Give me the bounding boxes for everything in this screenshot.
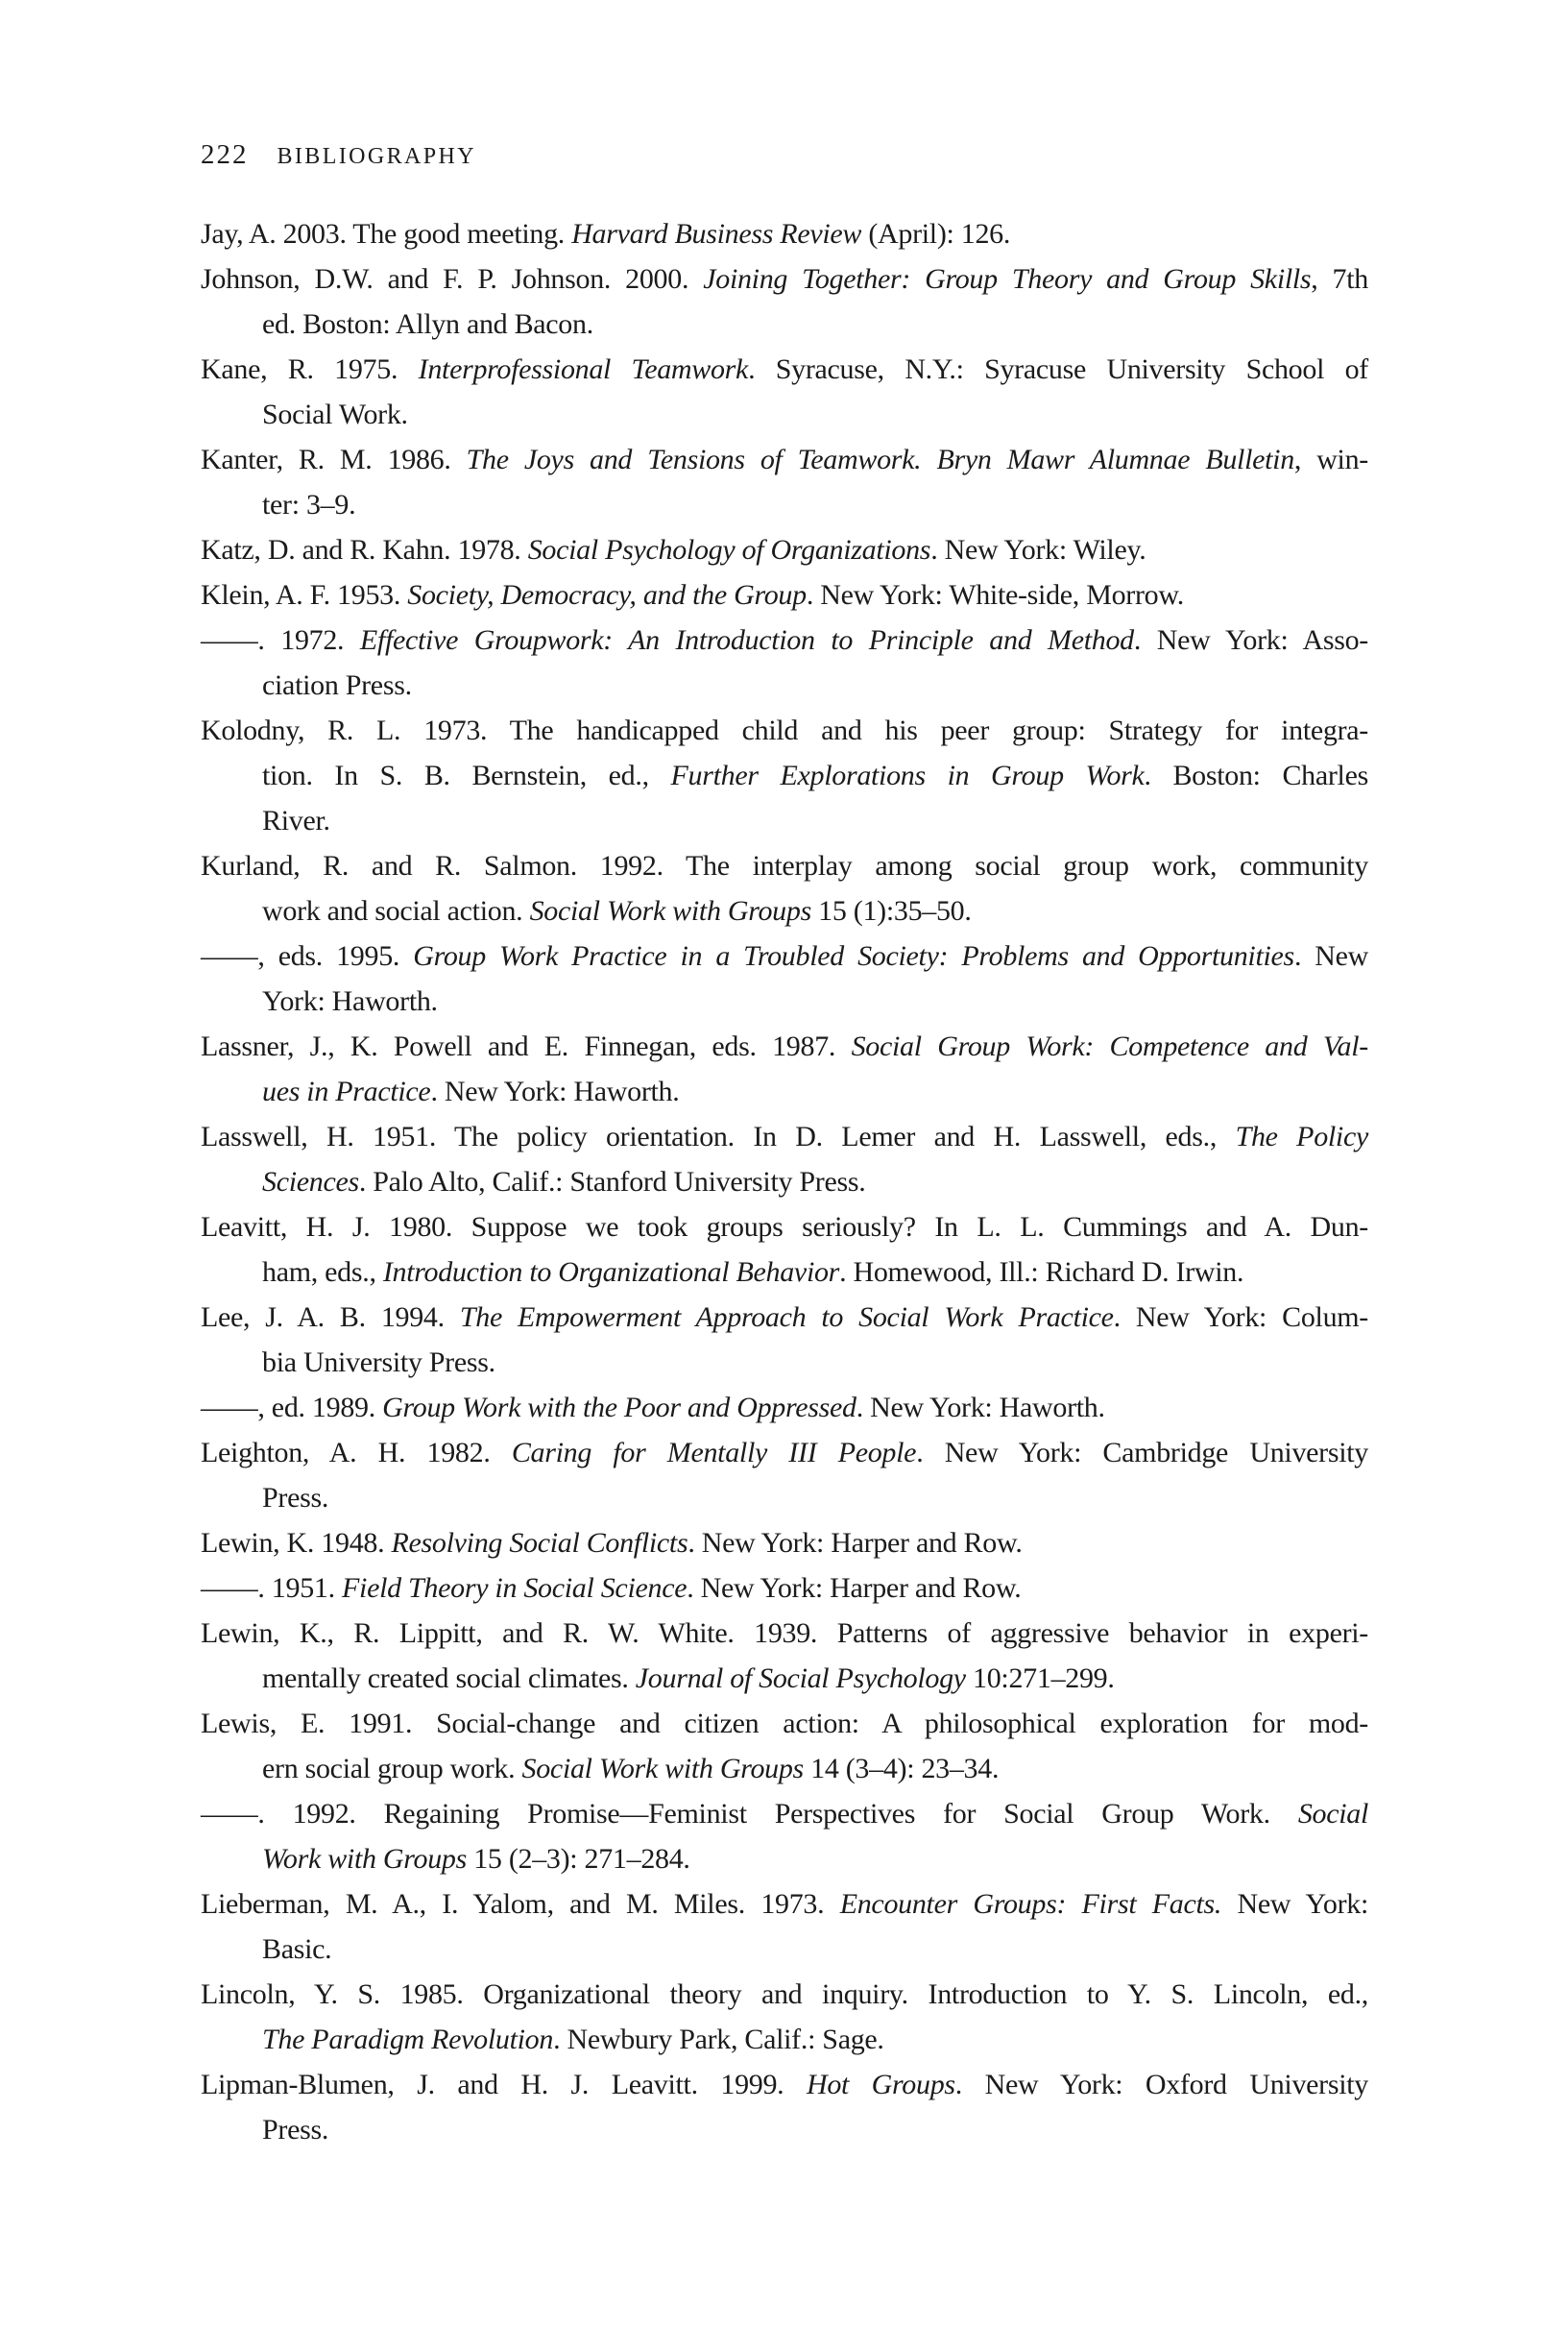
bib-entry bbox=[201, 1114, 1368, 1204]
bib-entry bbox=[201, 572, 1368, 618]
bib-line bbox=[201, 437, 1368, 482]
italic-title: The Joys and Tensions of Teamwork. Bryn Mawr Alumnae Bulletin bbox=[466, 444, 1294, 475]
bib-line bbox=[201, 1520, 1368, 1565]
bib-line bbox=[201, 663, 1368, 708]
italic-title: Harvard Business Review bbox=[571, 218, 862, 250]
roman-text: mentally created social climates. bbox=[262, 1662, 636, 1694]
roman-text: Kanter, R. M. 1986. bbox=[201, 444, 467, 475]
bib-line bbox=[201, 1881, 1368, 1927]
bib-line bbox=[201, 843, 1368, 888]
roman-text: ——. 1951. bbox=[201, 1572, 343, 1604]
bib-line bbox=[201, 1565, 1368, 1611]
bib-entry bbox=[201, 527, 1368, 572]
bib-entry bbox=[201, 1791, 1368, 1881]
bib-entry bbox=[201, 211, 1368, 256]
roman-text: ed. Boston: Allyn and Bacon. bbox=[262, 308, 593, 340]
bib-line bbox=[201, 1701, 1368, 1746]
bib-line bbox=[201, 934, 1368, 979]
roman-text: ciation Press. bbox=[262, 669, 412, 701]
roman-text: , 7th bbox=[1311, 263, 1368, 295]
bib-line bbox=[201, 1249, 1368, 1295]
roman-text: ——. 1972. bbox=[201, 624, 360, 656]
bib-entry bbox=[201, 618, 1368, 708]
bib-line bbox=[201, 1656, 1368, 1701]
roman-text: tion. In S. B. Bernstein, ed., bbox=[262, 760, 671, 791]
roman-text: ——. 1992. Regaining Promise—Feminist Perspectives for Social Group Work. bbox=[201, 1798, 1298, 1830]
bib-entry bbox=[201, 1611, 1368, 1701]
bib-line bbox=[201, 256, 1368, 302]
roman-text: , win- bbox=[1293, 444, 1368, 475]
roman-text: (April): 126. bbox=[861, 218, 1011, 250]
italic-title: Social Work with Groups bbox=[529, 895, 811, 927]
roman-text: Press. bbox=[262, 1482, 329, 1514]
bib-entry bbox=[201, 347, 1368, 437]
italic-title: Interprofessional Teamwork bbox=[418, 353, 749, 385]
italic-title: Introduction to Organizational Behavior bbox=[382, 1256, 840, 1288]
bib-line bbox=[201, 1746, 1368, 1791]
italic-title: Effective Groupwork: An Introduction to Principle and Method bbox=[359, 624, 1134, 656]
roman-text: Klein, A. F. 1953. bbox=[201, 579, 408, 611]
bib-entry bbox=[201, 1385, 1368, 1430]
roman-text: York: Haworth. bbox=[262, 985, 438, 1017]
italic-title: Group Work with the Poor and Oppressed bbox=[382, 1392, 856, 1423]
bib-line bbox=[201, 1430, 1368, 1475]
roman-text: Johnson, D.W. and F. P. Johnson. 2000. bbox=[201, 263, 704, 295]
bib-line bbox=[201, 1159, 1368, 1204]
italic-title: Caring for Mentally III People bbox=[511, 1437, 917, 1468]
italic-title: Work with Groups bbox=[262, 1843, 468, 1875]
italic-title: Hot Groups bbox=[806, 2069, 955, 2100]
roman-text: Lasswell, H. 1951. The policy orientation. In D. Lemer and H. Lasswell, eds., bbox=[201, 1121, 1236, 1152]
bib-entry bbox=[201, 1295, 1368, 1385]
bib-entry bbox=[201, 437, 1368, 527]
roman-text: Lewis, E. 1991. Social-change and citizen action: A philosophical exploration for mod- bbox=[201, 1708, 1368, 1739]
bib-line bbox=[201, 1927, 1368, 1972]
roman-text: . Newbury Park, Calif.: Sage. bbox=[553, 2024, 884, 2055]
italic-title: Joining Together: Group Theory and Group Skills bbox=[703, 263, 1312, 295]
bib-line bbox=[201, 753, 1368, 798]
bib-line bbox=[201, 1836, 1368, 1881]
bib-line bbox=[201, 1340, 1368, 1385]
roman-text: Lieberman, M. A., I. Yalom, and M. Miles. 1973. bbox=[201, 1888, 840, 1920]
roman-text: ern social group work. bbox=[262, 1753, 522, 1784]
bib-entry bbox=[201, 2062, 1368, 2152]
bib-entry bbox=[201, 1204, 1368, 1295]
roman-text: Social Work. bbox=[262, 399, 408, 430]
roman-text: 15 (2–3): 271–284. bbox=[467, 1843, 690, 1875]
bib-line bbox=[201, 527, 1368, 572]
bib-entry bbox=[201, 256, 1368, 347]
roman-text: Lassner, J., K. Powell and E. Finnegan, eds. 1987. bbox=[201, 1031, 852, 1062]
bib-line bbox=[201, 798, 1368, 843]
roman-text: Leighton, A. H. 1982. bbox=[201, 1437, 512, 1468]
page-number: 222 bbox=[201, 139, 249, 170]
roman-text: Kurland, R. and R. Salmon. 1992. The interplay among social group work, community bbox=[201, 850, 1368, 882]
bib-entry bbox=[201, 1972, 1368, 2062]
italic-title: Society, Democracy, and the Group bbox=[407, 579, 807, 611]
bib-entry bbox=[201, 1430, 1368, 1520]
bib-line bbox=[201, 211, 1368, 256]
roman-text: New York: bbox=[1221, 1888, 1368, 1920]
roman-text: Kane, R. 1975. bbox=[201, 353, 419, 385]
italic-title: Group Work Practice in a Troubled Society: Problems and Opportunities bbox=[413, 940, 1294, 972]
roman-text: ter: 3–9. bbox=[262, 489, 356, 521]
roman-text: Lincoln, Y. S. 1985. Organizational theory and inquiry. Introduction to Y. S. Lincoln, ed., bbox=[201, 1978, 1368, 2010]
bibliography bbox=[201, 211, 1368, 2152]
roman-text: ——, ed. 1989. bbox=[201, 1392, 383, 1423]
italic-title: The Paradigm Revolution bbox=[262, 2024, 554, 2055]
bib-line bbox=[201, 1114, 1368, 1159]
bib-line bbox=[201, 708, 1368, 753]
roman-text: River. bbox=[262, 805, 330, 837]
bib-line bbox=[201, 979, 1368, 1024]
roman-text: 15 (1):35–50. bbox=[810, 895, 972, 927]
roman-text: Jay, A. 2003. The good meeting. bbox=[201, 218, 572, 250]
italic-title: The Empowerment Approach to Social Work Practice bbox=[459, 1301, 1114, 1333]
bib-line bbox=[201, 1475, 1368, 1520]
roman-text: . Syracuse, N.Y.: Syracuse University School of bbox=[748, 353, 1368, 385]
bib-line bbox=[201, 1385, 1368, 1430]
roman-text: bia University Press. bbox=[262, 1346, 495, 1378]
roman-text: Lewin, K., R. Lippitt, and R. W. White. 1939. Patterns of aggressive behavior in experi- bbox=[201, 1617, 1368, 1649]
italic-title: Social Work with Groups bbox=[521, 1753, 804, 1784]
bib-entry bbox=[201, 1881, 1368, 1972]
roman-text: Katz, D. and R. Kahn. 1978. bbox=[201, 534, 528, 566]
bib-line bbox=[201, 1972, 1368, 2017]
roman-text: work and social action. bbox=[262, 895, 530, 927]
bib-entry bbox=[201, 708, 1368, 843]
roman-text: ——, eds. 1995. bbox=[201, 940, 414, 972]
bib-line bbox=[201, 1069, 1368, 1114]
roman-text: . New York: White-side, Morrow. bbox=[806, 579, 1184, 611]
italic-title: Resolving Social Conflicts bbox=[391, 1527, 688, 1559]
bib-entry bbox=[201, 1520, 1368, 1565]
roman-text: . New York: Cambridge University bbox=[916, 1437, 1368, 1468]
bib-entry bbox=[201, 1024, 1368, 1114]
bib-line bbox=[201, 1295, 1368, 1340]
roman-text: ham, eds., bbox=[262, 1256, 383, 1288]
bib-line bbox=[201, 1204, 1368, 1249]
bib-line bbox=[201, 2017, 1368, 2062]
bib-entry bbox=[201, 934, 1368, 1024]
roman-text: . New York: Haworth. bbox=[430, 1076, 680, 1107]
roman-text: Leavitt, H. J. 1980. Suppose we took groups seriously? In L. L. Cummings and A. Dun- bbox=[201, 1211, 1368, 1243]
bib-line bbox=[201, 1024, 1368, 1069]
roman-text: . New York: Wiley. bbox=[930, 534, 1146, 566]
italic-title: Field Theory in Social Science bbox=[342, 1572, 688, 1604]
roman-text: . New York: Harper and Row. bbox=[687, 1572, 1022, 1604]
roman-text: . New York: Harper and Row. bbox=[688, 1527, 1023, 1559]
roman-text: . Palo Alto, Calif.: Stanford University Press. bbox=[358, 1166, 866, 1198]
roman-text: . Homewood, Ill.: Richard D. Irwin. bbox=[839, 1256, 1244, 1288]
bib-line bbox=[201, 618, 1368, 663]
italic-title: Encounter Groups: First Facts. bbox=[839, 1888, 1222, 1920]
italic-title: Further Explorations in Group Work bbox=[670, 760, 1145, 791]
bib-line bbox=[201, 1791, 1368, 1836]
italic-title: Social bbox=[1297, 1798, 1368, 1830]
roman-text: 14 (3–4): 23–34. bbox=[803, 1753, 1000, 1784]
roman-text: Lee, J. A. B. 1994. bbox=[201, 1301, 460, 1333]
bib-line bbox=[201, 302, 1368, 347]
italic-title: Journal of Social Psychology bbox=[635, 1662, 966, 1694]
roman-text: . New York: Haworth. bbox=[856, 1392, 1105, 1423]
roman-text: Lipman-Blumen, J. and H. J. Leavitt. 1999. bbox=[201, 2069, 807, 2100]
bib-line bbox=[201, 1611, 1368, 1656]
italic-title: The Policy bbox=[1235, 1121, 1369, 1152]
bib-line bbox=[201, 392, 1368, 437]
bib-entry bbox=[201, 843, 1368, 934]
bib-line bbox=[201, 2107, 1368, 2152]
italic-title: Social Psychology of Organizations bbox=[527, 534, 931, 566]
roman-text: . New York: Oxford University bbox=[954, 2069, 1369, 2100]
page-title: BIBLIOGRAPHY bbox=[277, 144, 476, 169]
bib-entry bbox=[201, 1565, 1368, 1611]
roman-text: . New bbox=[1293, 940, 1368, 972]
roman-text: . Boston: Charles bbox=[1144, 760, 1368, 791]
bib-line bbox=[201, 482, 1368, 527]
roman-text: . New York: Colum- bbox=[1113, 1301, 1368, 1333]
roman-text: . New York: Asso- bbox=[1133, 624, 1368, 656]
italic-title: ues in Practice bbox=[262, 1076, 431, 1107]
roman-text: 10:271–299. bbox=[965, 1662, 1115, 1694]
roman-text: Press. bbox=[262, 2114, 329, 2146]
bib-line bbox=[201, 2062, 1368, 2107]
roman-text: Lewin, K. 1948. bbox=[201, 1527, 392, 1559]
italic-title: Social Group Work: Competence and Val- bbox=[851, 1031, 1368, 1062]
italic-title: Sciences bbox=[262, 1166, 359, 1198]
bib-line bbox=[201, 888, 1368, 934]
bib-entry bbox=[201, 1701, 1368, 1791]
running-header bbox=[201, 140, 476, 174]
bib-line bbox=[201, 572, 1368, 618]
roman-text: Basic. bbox=[262, 1933, 332, 1965]
bib-line bbox=[201, 347, 1368, 392]
roman-text: Kolodny, R. L. 1973. The handicapped child and his peer group: Strategy for integra- bbox=[201, 715, 1368, 746]
